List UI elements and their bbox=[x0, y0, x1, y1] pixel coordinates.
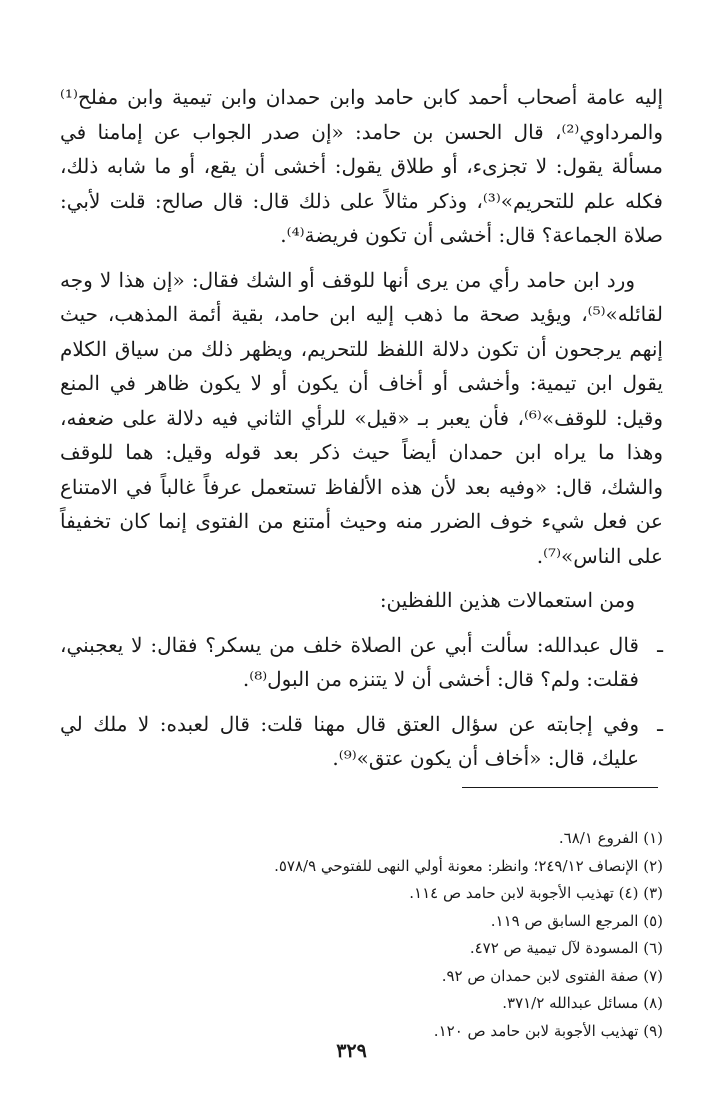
footnote-1: (١) الفروع ٦٨/١. bbox=[558, 829, 663, 847]
bullet-item-2 bbox=[60, 707, 663, 776]
footnote-2: (٢) الإنصاف ٢٤٩/١٢؛ وانظر: معونة أولي النهى للفتوحي ٥٧٨/٩. bbox=[274, 856, 663, 875]
footnote-3-4: (٣) (٤) تهذيب الأجوبة لابن حامد ص ١١٤. bbox=[409, 884, 663, 902]
footnote-7: (٧) صفة الفتوى لابن حمدان ص ٩٢. bbox=[441, 966, 663, 985]
footnote-8: (٨) مسائل عبدالله ٣٧١/٢. bbox=[502, 994, 663, 1012]
footnotes-list bbox=[80, 825, 663, 1045]
footnote-6: (٦) المسودة لآل تيمية ص ٤٧٢. bbox=[469, 939, 663, 957]
paragraph-1: إليه عامة أصحاب أحمد كابن حامد وابن حمدان وابن تيمية وابن مفلح⁽¹⁾ والمرداوي⁽²⁾، قال الحسن بن حامد: «إن صدر الجواب عن إمامنا في مسألة يقول: لا تجزىء، أو طلاق يقول: أخشى أن يقع، أو ما شابه ذلك، فكله علم للتحريم»⁽³⁾، وذكر مثالاً على ذلك قال: قال صالح: قلت لأبي: صلاة الجماعة؟ قال: أخشى أن تكون فريضة⁽⁴⁾. bbox=[60, 85, 663, 247]
bullet-text-2: وفي إجابته عن سؤال العتق قال مهنا قلت: قال لعبده: لا ملك لي عليك، قال: «أخاف أن يكون عتق»⁽⁹⁾. bbox=[60, 711, 639, 770]
footnote-separator bbox=[462, 787, 658, 788]
body-text bbox=[60, 80, 663, 776]
footnote-5: (٥) المرجع السابق ص ١١٩. bbox=[490, 911, 663, 930]
bullet-dash: ـ bbox=[657, 711, 663, 736]
bullet-dash: ـ bbox=[657, 632, 663, 657]
bullet-text-1: قال عبدالله: سألت أبي عن الصلاة خلف من يسكر؟ فقال: لا يعجبني، فقلت: ولم؟ قال: أخشى أن لا يتنزه من البول⁽⁸⁾. bbox=[60, 632, 639, 691]
paragraph-3: ومن استعمالات هذين اللفظين: bbox=[379, 588, 635, 612]
paragraph-2: ورد ابن حامد رأي من يرى أنها للوقف أو الشك فقال: «إن هذا لا وجه لقائله»⁽⁵⁾، ويؤيد صحة ما ذهب إليه ابن حامد، بقية أئمة المذهب، حيث إنهم يرجحون أن تكون دلالة اللفظ للتحريم، ويظهر ذلك من سياق الكلام يقول ابن تيمية: وأخشى أو أخاف أن يكون أو لا يكون ظاهر في المنع وقيل: للوقف»⁽⁶⁾، فأن يعبر بـ «قيل» للرأي الثاني فيه دلالة على ضعفه، وهذا ما يراه ابن حمدان أيضاً حيث ذكر بعد قوله وقيل: هما للوقف والشك، قال: «وفيه بعد لأن هذه الألفاظ تستعمل عرفاً غالباً في الامتناع عن فعل شيء خوف الضرر منه وحيث أمتنع من الفتوى إنما كان تخفيفاً على الناس»⁽⁷⁾. bbox=[60, 267, 663, 568]
footnote-9: (٩) تهذيب الأجوبة لابن حامد ص ١٢٠. bbox=[433, 1021, 663, 1040]
page-number: ٣٢٩ bbox=[336, 1040, 367, 1062]
bullet-item-1 bbox=[60, 628, 663, 697]
